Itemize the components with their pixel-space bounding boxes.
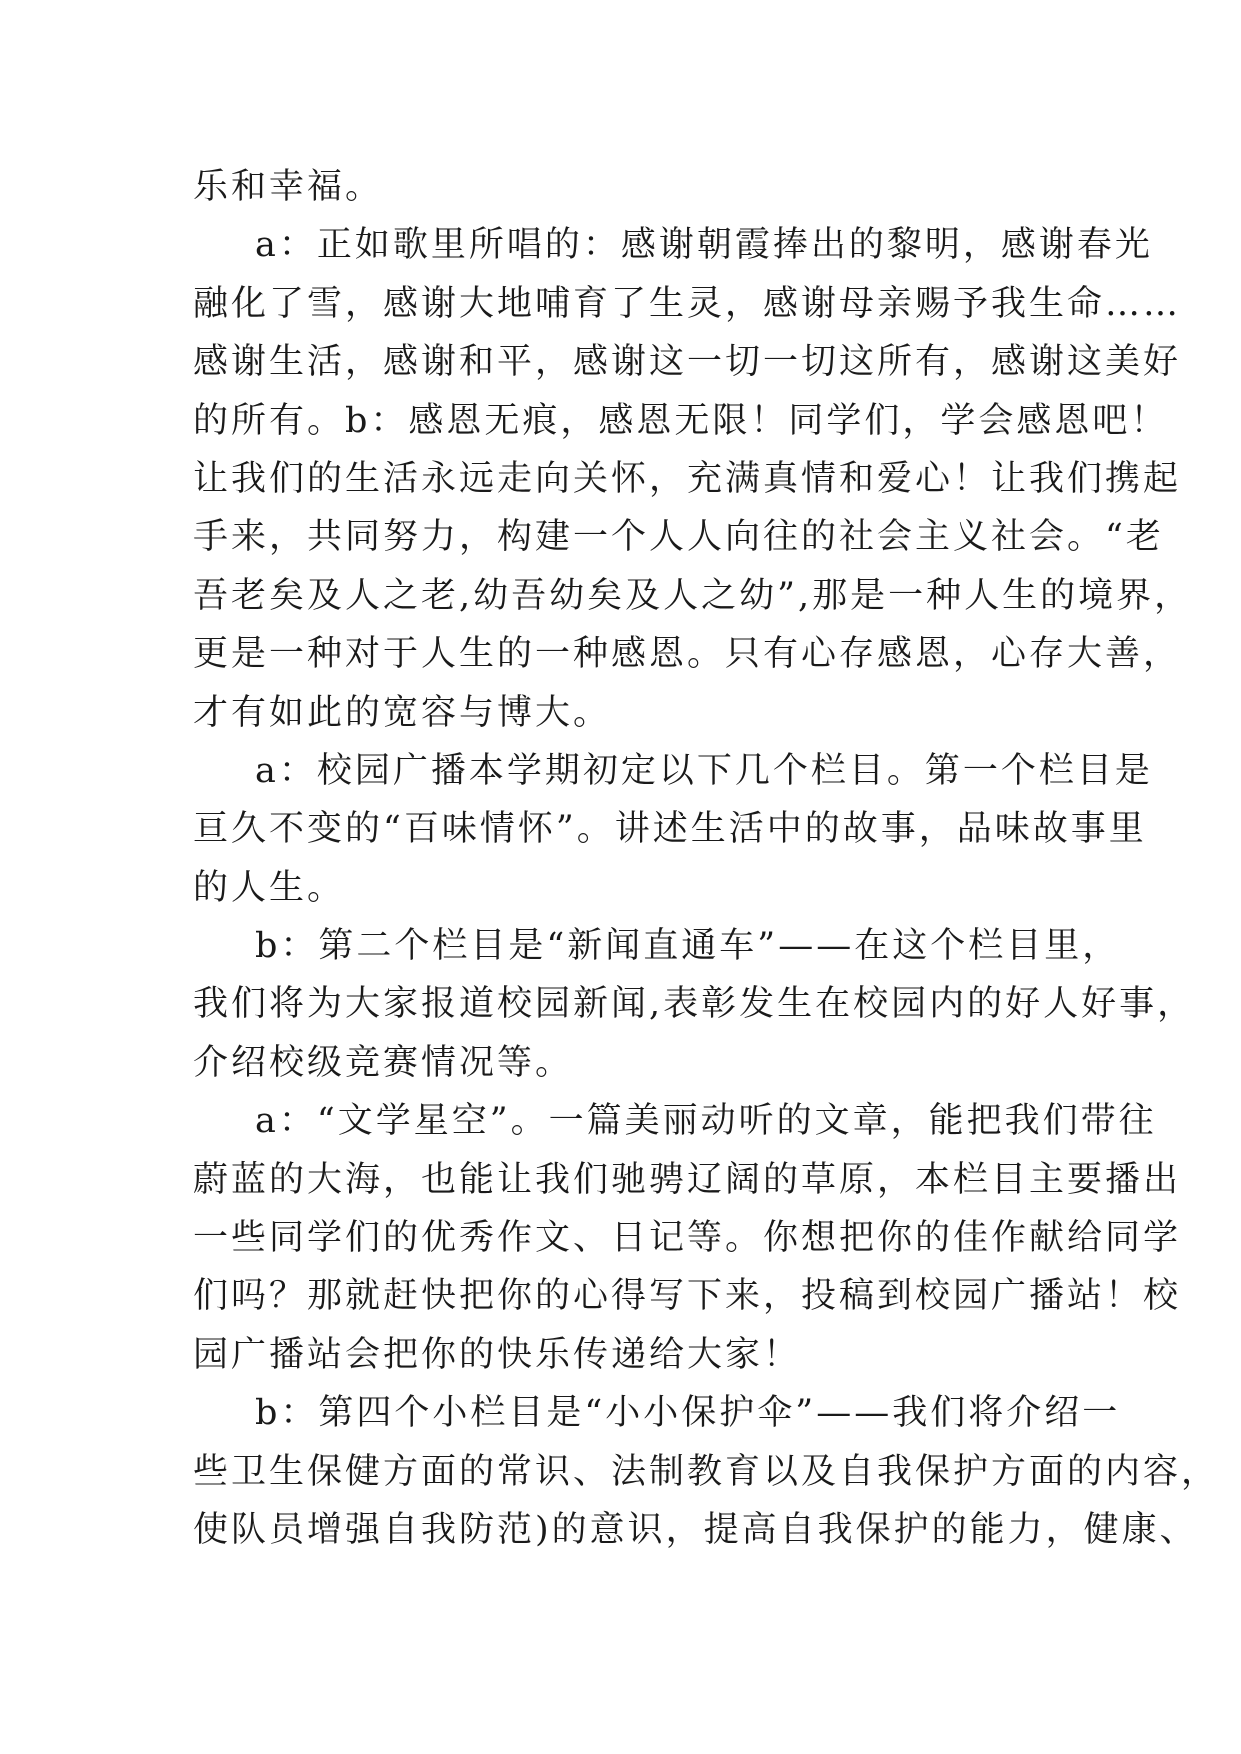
text-line: b：第二个栏目是“新闻直通车”——在这个栏目里， <box>255 926 1121 967</box>
text-line: a：“文学星空”。一篇美丽动听的文章，能把我们带往 <box>255 1101 1157 1142</box>
text-line: 蔚蓝的大海，也能让我们驰骋辽阔的草原，本栏目主要播出 <box>193 1159 1182 1200</box>
text-line: 的人生。 <box>193 867 346 908</box>
text-line: a：正如歌里所唱的：感谢朝霞捧出的黎明，感谢春光 <box>255 225 1153 266</box>
text-line: 使队员增强自我防范)的意识，提高自我保护的能力，健康、 <box>193 1509 1198 1550</box>
text-line: 介绍校级竞赛情况等。 <box>193 1042 574 1083</box>
text-line: 更是一种对于人生的一种感恩。只有心存感恩，心存大善， <box>193 634 1182 675</box>
text-line: 融化了雪，感谢大地哺育了生灵，感谢母亲赐予我生命…… <box>193 283 1182 324</box>
text-line: 让我们的生活永远走向关怀，充满真情和爱心！让我们携起 <box>193 458 1182 499</box>
body-text <box>193 158 1220 1559</box>
text-line: 感谢生活，感谢和平，感谢这一切一切这所有，感谢这美好 <box>193 342 1182 383</box>
text-line: 们吗？那就赶快把你的心得写下来，投稿到校园广播站！校 <box>193 1276 1182 1317</box>
text-line: 吾老矣及人之老,幼吾幼矣及人之幼”,那是一种人生的境界， <box>193 575 1193 616</box>
text-line: 园广播站会把你的快乐传递给大家！ <box>193 1334 802 1375</box>
text-line: 才有如此的宽容与博大。 <box>193 692 612 733</box>
text-line: 些卫生保健方面的常识、法制教育以及自我保护方面的内容， <box>193 1451 1220 1492</box>
text-line: 一些同学们的优秀作文、日记等。你想把你的佳作献给同学 <box>193 1218 1182 1259</box>
text-line: 的所有。b：感恩无痕，感恩无限！同学们，学会感恩吧！ <box>193 400 1169 441</box>
text-line: 我们将为大家报道校园新闻,表彰发生在校园内的好人好事， <box>193 984 1196 1025</box>
text-line: 乐和幸福。 <box>193 167 384 207</box>
text-line: b：第四个小栏目是“小小保护伞”——我们将介绍一 <box>255 1393 1121 1434</box>
text-line: 亘久不变的“百味情怀”。讲述生活中的故事，品味故事里 <box>193 809 1147 850</box>
text-line: a：校园广播本学期初定以下几个栏目。第一个栏目是 <box>255 750 1153 791</box>
text-line: 手来，共同努力，构建一个人人向往的社会主义社会。“老 <box>193 517 1164 558</box>
